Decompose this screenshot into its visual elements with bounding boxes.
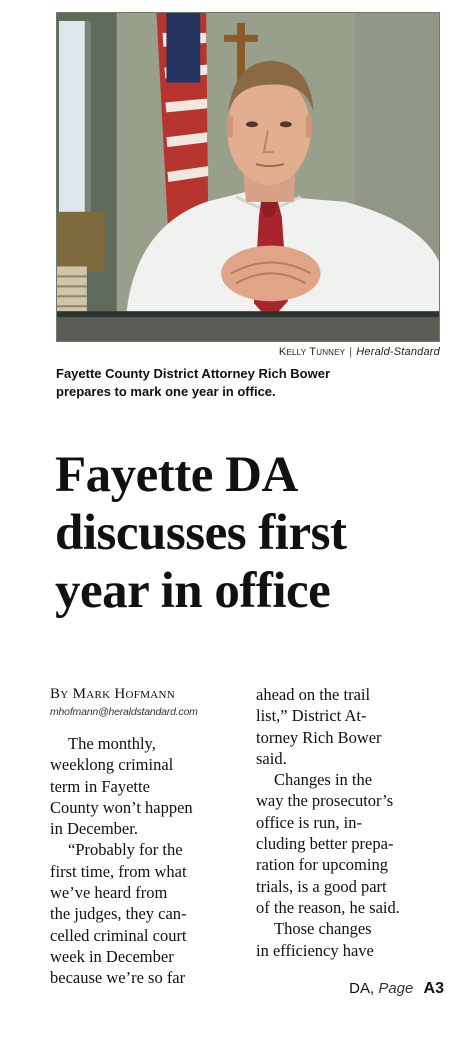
headline-line: year in office	[55, 563, 331, 619]
body-line: because we’re so far	[50, 968, 186, 988]
body-line: week in December	[50, 946, 174, 966]
byline-email: mhofmann@heraldstandard.com	[50, 706, 198, 718]
body-line: ration for upcoming	[256, 855, 388, 875]
article-column-1	[50, 684, 240, 989]
headline-line: Fayette DA	[55, 447, 298, 503]
body-line: of the reason, he said.	[256, 897, 400, 917]
body-line: weeklong criminal	[50, 755, 174, 775]
body-line: the judges, they can-	[50, 904, 187, 924]
credit-separator: |	[349, 346, 353, 358]
photographer-name: Kelly Tunney	[278, 346, 346, 358]
body-line: Changes in the	[274, 770, 373, 790]
jump-page-number: A3	[423, 980, 444, 997]
body-line: torney Rich Bower	[256, 727, 382, 747]
jump-label: DA,	[349, 980, 375, 997]
body-line: list,” District At-	[256, 706, 367, 726]
photo-caption	[56, 365, 448, 401]
body-line: term in Fayette	[50, 776, 150, 796]
body-line: office is run, in-	[256, 812, 363, 832]
photo-credit	[140, 346, 440, 358]
body-line: in efficiency have	[256, 940, 374, 960]
article-column-2	[256, 684, 446, 961]
body-line: trials, is a good part	[256, 876, 387, 896]
body-line: County won’t happen	[50, 797, 193, 817]
body-line: first time, from what	[50, 861, 187, 881]
body-line: celled criminal court	[50, 925, 187, 945]
jump-line	[349, 980, 444, 998]
caption-line: prepares to mark one year in office.	[56, 384, 276, 399]
byline-author: By Mark Hofmann	[50, 686, 176, 702]
jump-page-word: Page	[378, 980, 414, 997]
credit-publication: Herald-Standard	[356, 346, 440, 358]
article-photo	[56, 12, 440, 342]
portrait-photo-icon	[57, 13, 439, 341]
body-line: The monthly,	[68, 734, 156, 753]
body-line: said.	[256, 748, 287, 768]
body-line: in December.	[50, 819, 138, 839]
headline-line: discusses first	[55, 505, 347, 561]
body-line: “Probably for the	[68, 840, 183, 860]
headline	[55, 446, 465, 620]
body-line: way the prosecutor’s	[256, 791, 394, 811]
body-line: Those changes	[274, 919, 372, 939]
body-line: cluding better prepa-	[256, 834, 394, 854]
body-line: we’ve heard from	[50, 883, 168, 903]
caption-line: Fayette County District Attorney Rich Bower	[56, 366, 331, 381]
body-line: ahead on the trail	[256, 685, 371, 704]
